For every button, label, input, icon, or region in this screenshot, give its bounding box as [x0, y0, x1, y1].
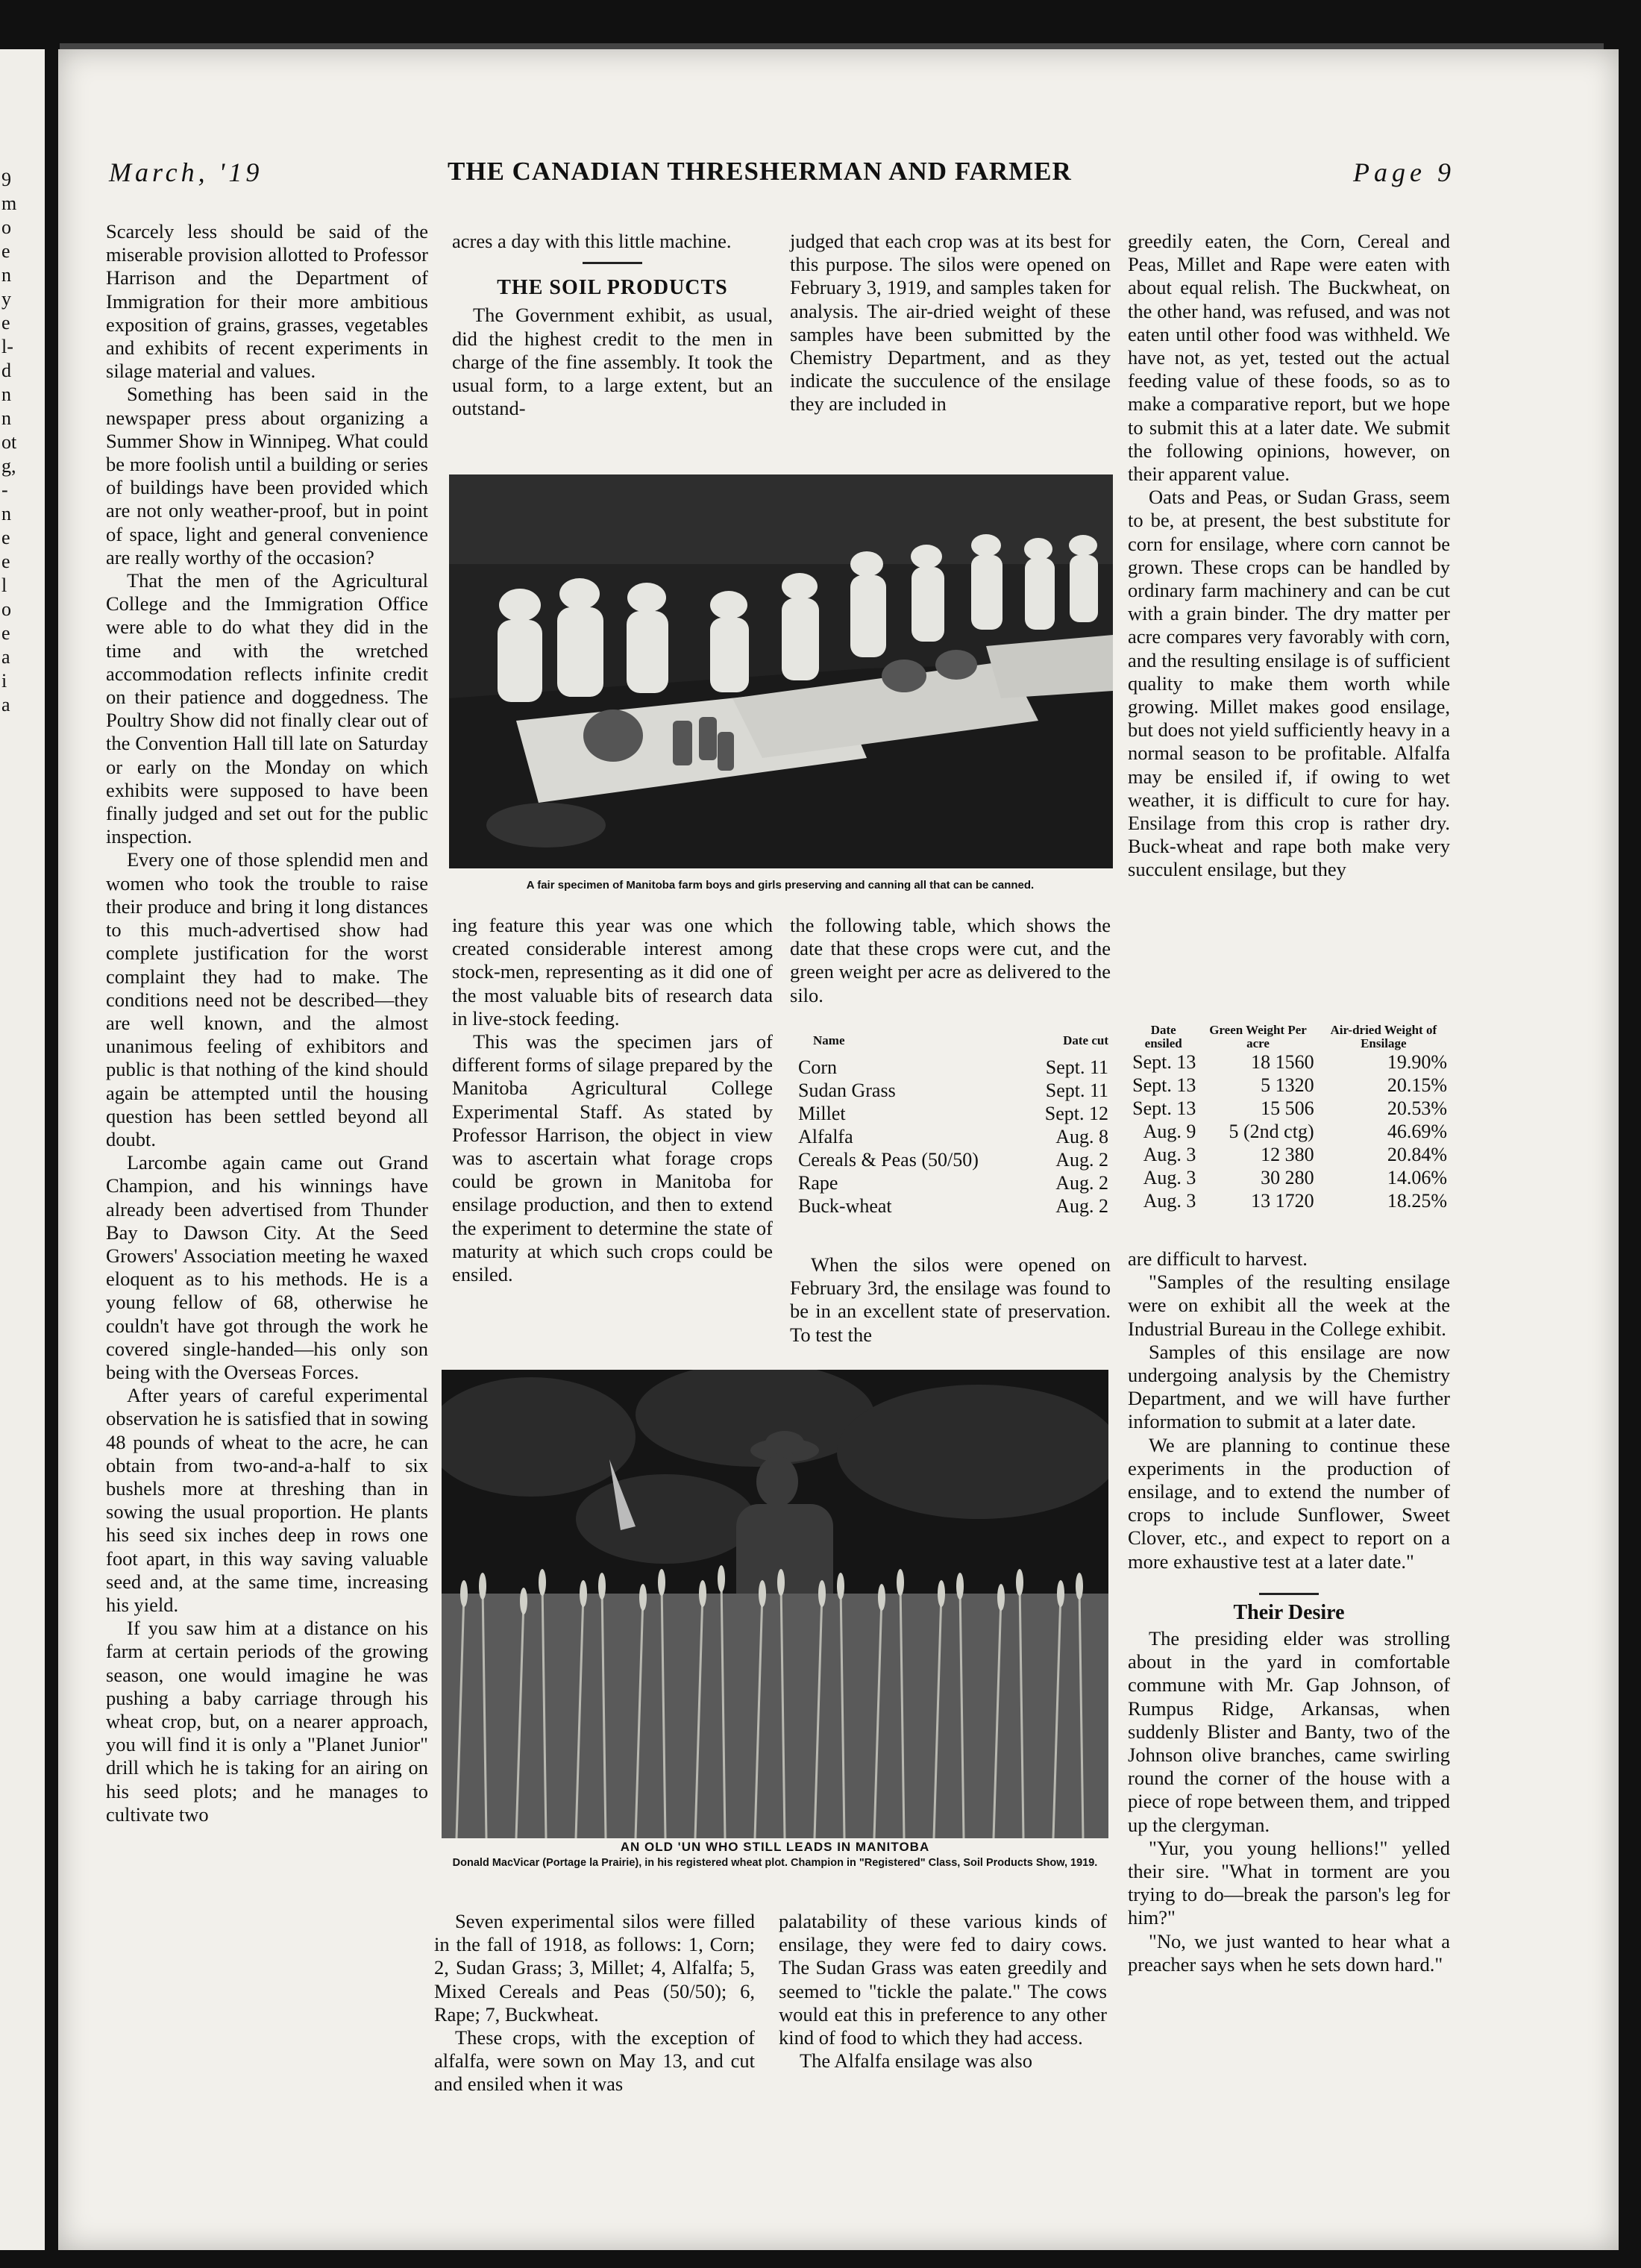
table-header: Date ensiled	[1144, 1023, 1182, 1050]
date-ensiled: Sept. 13	[1132, 1097, 1196, 1119]
air-dried-weight: 20.53%	[1387, 1097, 1447, 1119]
column-2-top	[452, 230, 773, 420]
prev-page-fragment: d	[1, 360, 11, 381]
wheat-plot-photo	[442, 1370, 1108, 1838]
table-row	[1128, 1097, 1450, 1120]
date-ensiled: Aug. 9	[1143, 1121, 1196, 1142]
table-row	[1128, 1166, 1450, 1189]
crop-name: Corn	[798, 1056, 837, 1078]
table-header: Date cut	[1063, 1033, 1108, 1047]
green-weight: 30 280	[1261, 1167, 1314, 1188]
prev-page-fragment: g,	[1, 455, 16, 477]
column-3-middle	[790, 914, 1111, 1007]
prev-page-fragment: e	[1, 551, 10, 572]
paragraph: After years of careful experimental observation he is satisfied that in sowing 48 pounds of wheat to the acre, he can obtain from two-and-a-half to six bushels more at threshing than in sowing the usual proportion. He plants his seed six inches deep in rows one foot apart, in this way saving valuable seed and, at the same time, increasing his yield.	[106, 1384, 428, 1616]
prev-page-fragment: y	[1, 288, 11, 310]
table-row	[795, 1056, 1111, 1079]
canning-scene-illustration	[449, 474, 1113, 868]
date-ensiled: Sept. 13	[1132, 1051, 1196, 1073]
table-row	[795, 1079, 1111, 1102]
prev-page-fragment: o	[1, 598, 11, 620]
prev-page-fragment: e	[1, 527, 10, 548]
table-header: Green Weight Per acre	[1209, 1023, 1307, 1050]
header-title: THE CANADIAN THRESHERMAN AND FARMER	[448, 157, 1072, 186]
date-cut: Aug. 2	[1055, 1172, 1108, 1194]
date-ensiled: Aug. 3	[1143, 1144, 1196, 1165]
column-3-top	[790, 230, 1111, 416]
wheat-field-illustration	[442, 1370, 1108, 1838]
section-heading: Their Desire	[1233, 1600, 1345, 1624]
paragraph: greedily eaten, the Corn, Cereal and Peas, Millet and Rape were eaten with about equal relish. The Buckwheat, on the other hand, was refused, and was not eaten until other food was withheld. We have not, as yet, tested out the actual feeding value of these foods, so as to make a comparative report, but we hope to submit this at a later date. We submit the following opinions, however, on their apparent value.	[1128, 230, 1450, 486]
paragraph: The presiding elder was strolling about in the yard in comfortable commune with Mr. Gap Johnson, of Rumpus Ridge, Arkansas, when suddenly Blister and Banty, two of the Johnson olive branches, came swirling round the corner of the house with a piece of rope between them, and tripped up the clergyman.	[1128, 1627, 1450, 1836]
prev-page-fragment: n	[1, 383, 11, 405]
prev-page-fragment: e	[1, 622, 10, 644]
prev-page-fragment: n	[1, 264, 11, 286]
section-divider	[583, 262, 642, 264]
paragraph: "No, we just wanted to hear what a preacher says when he sets down hard."	[1128, 1929, 1450, 1976]
canning-photo	[449, 474, 1113, 868]
green-weight: 5 (2nd ctg)	[1229, 1121, 1314, 1142]
paragraph: Larcombe again came out Grand Champion, and his winnings have already been advertised from Thunder Bay to Dawson City. At the Seed Growers' Association meeting he waxed eloquent as to his methods. He is a young fellow of 68, otherwise he couldn't have got through the work he covered single-handed—his only son being with the Overseas Forces.	[106, 1151, 428, 1383]
paragraph: This was the specimen jars of different forms of silage prepared by the Manitoba Agricultural College Experimental Staff. As stated by Professor Harrison, the object in view was to ascertain what forage crops could be grown in Manitoba for ensilage production, and then to extend the experiment to determine the state of maturity at which such crops could be ensiled.	[452, 1030, 773, 1286]
column-1	[106, 220, 428, 1826]
paragraph: "Samples of the resulting ensilage were on exhibit all the week at the Industrial Bureau in the College exhibit.	[1128, 1271, 1450, 1340]
table-row	[1128, 1120, 1450, 1143]
paragraph: acres a day with this little machine.	[452, 230, 732, 252]
crop-name: Sudan Grass	[798, 1080, 896, 1101]
prev-page-fragment: n	[1, 503, 11, 524]
date-ensiled: Aug. 3	[1143, 1190, 1196, 1212]
prev-page-fragment: e	[1, 312, 10, 333]
table-row	[795, 1194, 1111, 1218]
prev-page-fragment: e	[1, 240, 10, 262]
green-weight: 5 1320	[1261, 1074, 1314, 1096]
prev-page-fragment: -	[1, 479, 8, 501]
paragraph: are difficult to harvest.	[1128, 1247, 1308, 1270]
air-dried-weight: 20.84%	[1387, 1144, 1447, 1165]
crop-name: Buck-wheat	[798, 1195, 892, 1217]
photo-caption-text: Donald MacVicar (Portage la Prairie), in his registered wheat plot. Champion in "Registered" Class, Soil Products Show, 1919.	[452, 1857, 1098, 1869]
prev-page-fragment: l	[1, 574, 7, 596]
paragraph: The Government exhibit, as usual, did the highest credit to the men in charge of the fine assembly. It took the usual form, to a large extent, but an outstand-	[452, 304, 773, 420]
paragraph: palatability of these various kinds of ensilage, they were fed to dairy cows. The Sudan Grass was eaten greedily and seemed to "tickle the palate." The cows would eat this in preference to any other kind of food to which they had access.	[779, 1910, 1107, 2049]
prev-page-fragment: n	[1, 407, 11, 429]
prev-page-fragment: i	[1, 670, 7, 692]
date-cut: Aug. 2	[1055, 1195, 1108, 1217]
table-row	[795, 1148, 1111, 1171]
air-dried-weight: 19.90%	[1387, 1051, 1447, 1073]
header-page-number: Page 9	[1353, 157, 1455, 187]
paragraph: If you saw him at a distance on his farm at certain periods of the growing season, one would imagine he was pushing a baby carriage through his wheat crop, but, on a nearer approach, you will find it is only a "Planet Junior" drill which he is taking for an airing on his seed plots; and he manages to cultivate two	[106, 1617, 428, 1826]
photo-caption: A fair specimen of Manitoba farm boys and girls preserving and canning all that can be canned.	[526, 879, 1035, 892]
air-dried-weight: 14.06%	[1387, 1167, 1447, 1188]
previous-page-strip	[0, 49, 45, 2250]
crop-name: Rape	[798, 1172, 838, 1194]
paragraph: The Alfalfa ensilage was also	[800, 2049, 1032, 2073]
air-dried-weight: 20.15%	[1387, 1074, 1447, 1096]
date-cut: Aug. 2	[1055, 1149, 1108, 1171]
paragraph: These crops, with the exception of alfalfa, were sown on May 13, and cut and ensiled when it was	[434, 2026, 755, 2096]
green-weight: 13 1720	[1251, 1190, 1314, 1212]
date-cut: Aug. 8	[1055, 1126, 1108, 1147]
green-weight: 18 1560	[1251, 1051, 1314, 1073]
column-3-bottom	[779, 1910, 1107, 2073]
green-weight: 12 380	[1261, 1144, 1314, 1165]
table-row	[1128, 1074, 1450, 1097]
crop-name: Cereals & Peas (50/50)	[798, 1149, 979, 1171]
prev-page-fragment: a	[1, 646, 10, 668]
paragraph: Every one of those splendid men and women who took the trouble to raise their produce and bring it long distances to this much-advertised show had complete justification for the worst complaint they had to make. The conditions need not be described—they are well known, and the almost unanimous feeling of exhibitors and public is that nothing of the kind should again be attempted until the housing question has been settled beyond all doubt.	[106, 848, 428, 1150]
table-row	[795, 1102, 1111, 1125]
date-cut: Sept. 11	[1045, 1080, 1108, 1101]
paragraph: ing feature this year was one which created considerable interest among stock-men, representing as it did one of the most valuable bits of research data in live-stock feeding.	[452, 914, 773, 1030]
prev-page-fragment: l-	[1, 336, 13, 357]
table-row	[795, 1171, 1111, 1194]
air-dried-weight: 18.25%	[1387, 1190, 1447, 1212]
date-ensiled: Sept. 13	[1132, 1074, 1196, 1096]
table-row	[1128, 1189, 1450, 1212]
paragraph: Seven experimental silos were filled in the fall of 1918, as follows: 1, Corn; 2, Sudan Grass; 3, Millet; 4, Alfalfa; 5, Mixed Cereals and Peas (50/50); 6, Rape; 7, Buckwheat.	[434, 1910, 755, 2026]
prev-page-fragment: a	[1, 694, 10, 715]
table-row	[1128, 1050, 1450, 1074]
paragraph: When the silos were opened on February 3rd, the ensilage was found to be in an excellent state of preservation. To test the	[790, 1253, 1111, 1346]
header-date: March, '19	[109, 157, 263, 187]
paragraph: the following table, which shows the date that these crops were cut, and the green weight per acre as delivered to the silo.	[790, 914, 1111, 1006]
table-row	[1128, 1143, 1450, 1166]
paragraph: We are planning to continue these experiments in the production of ensilage, and to extend the number of crops to include Sunflower, Sweet Clover, etc., and expect to report on a more exhaustive test at a later date."	[1128, 1433, 1450, 1573]
table-row	[795, 1125, 1111, 1148]
date-cut: Sept. 11	[1045, 1056, 1108, 1078]
paragraph: Oats and Peas, or Sudan Grass, seem to be, at present, the best substitute for corn for ensilage, where corn cannot be grown. These crops can be handled by ordinary farm machinery and can be cut with a grain binder. The dry matter per acre compares very favorably with corn, and the resulting ensilage is of sufficient quality to make them worth while growing. Millet makes good ensilage, but does not yield sufficiently heavy in a normal season to be profitable. Alfalfa may be ensiled if, if owing to wet weather, it is difficult to cure for hay. Ensilage from this crop is rather dry. Buck-wheat and rape both make very succulent ensilage, but they	[1128, 486, 1450, 881]
column-2-middle	[452, 914, 773, 1286]
silo-crops-table	[795, 1033, 1111, 1218]
paragraph: That the men of the Agricultural College and the Immigration Office were able to do what they did in the time and with the wretched accommodation reflects infinite credit on their patience and doggedness. The Poultry Show did not finally clear out of the Convention Hall till late on Saturday or early on the Monday on which exhibits were supposed to have been finally judged and set out for the public inspection.	[106, 569, 428, 848]
section-divider	[1259, 1593, 1319, 1595]
ensilage-weights-table	[1128, 1024, 1450, 1212]
paragraph: Scarcely less should be said of the miserable provision allotted to Professor Harrison and the Department of Immigration for their more ambitious exposition of grains, grasses, vegetables and exhibits of recent experiments in silage material and values.	[106, 220, 428, 383]
photo-caption-title: AN OLD 'UN WHO STILL LEADS IN MANITOBA	[620, 1840, 930, 1854]
column-4-after-table	[1128, 1247, 1450, 1976]
section-heading: THE SOIL PRODUCTS	[497, 276, 728, 300]
green-weight: 15 506	[1261, 1097, 1314, 1119]
paragraph: judged that each crop was at its best for this purpose. The silos were opened on February 3, 1919, and samples taken for analysis. The air-dried weight of these samples have been submitted by the Chemistry Department, and as they indicate the succulence of the ensilage they are included in	[790, 230, 1111, 416]
air-dried-weight: 46.69%	[1387, 1121, 1447, 1142]
prev-page-fragment: 9	[1, 169, 11, 190]
prev-page-fragment: m	[1, 192, 17, 214]
prev-page-fragment: ot	[1, 431, 17, 453]
crop-name: Alfalfa	[798, 1126, 853, 1147]
prev-page-fragment: o	[1, 216, 11, 238]
paragraph: Something has been said in the newspaper press about organizing a Summer Show in Winnipeg. What could be more foolish until a building or series of buildings have been provided which are not only weather-proof, but in point of space, light and general convenience are really worthy of the occasion?	[106, 383, 428, 568]
column-4	[1128, 230, 1450, 882]
column-2-bottom	[434, 1910, 755, 2096]
column-3-after-table	[790, 1253, 1111, 1347]
paragraph: "Yur, you young hellions!" yelled their sire. "What in torment are you trying to do—break the parson's leg for him?"	[1128, 1836, 1450, 1929]
table-header: Air-dried Weight of Ensilage	[1330, 1023, 1437, 1050]
table-header: Name	[813, 1033, 845, 1047]
crop-name: Millet	[798, 1103, 846, 1124]
date-cut: Sept. 12	[1044, 1103, 1108, 1124]
date-ensiled: Aug. 3	[1143, 1167, 1196, 1188]
paragraph: Samples of this ensilage are now undergoing analysis by the Chemistry Department, and we will have further information to submit at a later date.	[1128, 1340, 1450, 1433]
